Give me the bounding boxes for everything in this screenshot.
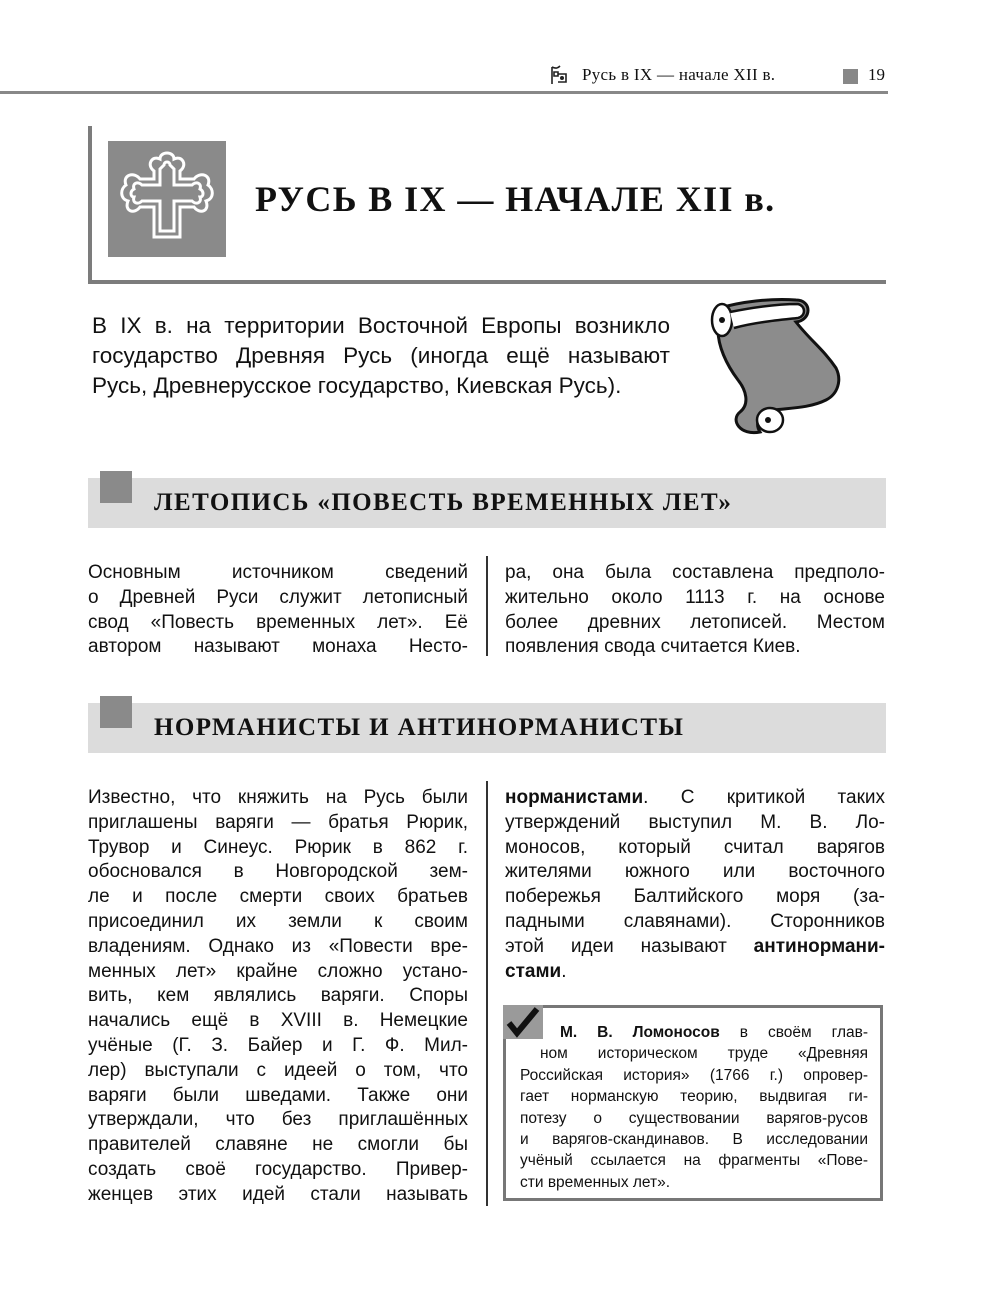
running-header-title: Русь в IX — начале XII в. (582, 65, 776, 84)
text-line: правителей славяне не смогли бы (88, 1134, 468, 1156)
text-line: сти временных лет». (520, 1173, 671, 1191)
text-line: лер) выступали с идеей о том, что (88, 1059, 468, 1081)
text-line: этой идеи называют антинормани- (505, 935, 885, 957)
header-square-marker (843, 69, 858, 84)
text-line: падными славянами). Сторонников (505, 910, 885, 932)
text-line: утверждений выступил М. В. Ло- (505, 811, 885, 833)
text-line: начались ещё в XVIII в. Немецкие (88, 1010, 468, 1032)
text-line: варяги были шведами. Также они (88, 1084, 468, 1106)
text-line: норманистами. С критикой таких (505, 787, 885, 808)
text-line: потезу о существовании варягов-русов (520, 1109, 868, 1127)
chapter-frame-horizontal (88, 280, 886, 284)
text-line: о Древней Руси служит летописный (88, 586, 468, 608)
book-ornament-icon (548, 64, 570, 86)
text-line: Известно, что княжить на Русь были (88, 787, 468, 808)
note-author: М. В. Ломоносов (560, 1024, 720, 1041)
orthodox-cross-icon (108, 141, 226, 257)
text-line: появления свода считается Киев. (505, 636, 801, 658)
scroll-icon (700, 290, 850, 442)
column-separator (486, 781, 488, 1206)
section-header-normanists (88, 703, 886, 753)
section1-left-column (88, 561, 468, 660)
text-line: обосновался в Новгородской зем- (88, 861, 468, 883)
text-line: вить, кем являлись варяги. Споры (88, 985, 468, 1007)
header-rule (0, 91, 888, 94)
chapter-frame-vertical (88, 126, 92, 282)
text-line: автором называют монаха Несто- (88, 636, 468, 658)
text-line: присоединил их земли к своим (88, 910, 468, 932)
column-separator (486, 556, 488, 656)
text-line: Российская история» (1766 г.) опровер- (520, 1066, 868, 1084)
section-square-marker (100, 471, 132, 503)
text-line: более древних летописей. Местом (505, 611, 885, 633)
text-line: ном историческом труде «Древняя (540, 1045, 868, 1063)
text-line: Трувор и Синеус. Рюрик в 862 г. (88, 836, 468, 858)
text-line: и варягов-скандинавов. В исследовании (520, 1130, 868, 1148)
text-line: ле и после смерти своих братьев (88, 886, 468, 908)
text-line: жителями южного или восточного (505, 861, 885, 883)
text-line: женцев этих идей стали называть (88, 1183, 468, 1205)
section-title: ЛЕТОПИСЬ «ПОВЕСТЬ ВРЕМЕННЫХ ЛЕТ» (154, 489, 733, 516)
text-line: создать своё государство. Привер- (88, 1158, 468, 1180)
term-antinormanists-end: стами (505, 960, 562, 982)
text-line: стами. (505, 960, 567, 982)
text-line: М. В. Ломоносов в своём глав- (560, 1024, 869, 1041)
text-line: моносов, который считал варягов (505, 836, 885, 858)
text-line: учёные (Г. З. Байер и Г. Ф. Мил- (88, 1034, 468, 1056)
text-line: побережья Балтийского моря (за- (505, 886, 885, 908)
text-line: Основным источником сведений (88, 562, 468, 583)
intro-paragraph: В IX в. на территории Восточной Европы возникло государство Древняя Русь (иногда ещё называют Русь, Древнерусское государство, Киевская Русь). (92, 313, 670, 398)
text-line: владениям. Однако из «Повести вре- (88, 935, 468, 957)
text-line: утверждали, что без приглашённых (88, 1109, 468, 1131)
text-line: менных лет» крайне сложно устано- (88, 960, 468, 982)
text-line: приглашены варяги — братья Рюрик, (88, 811, 468, 833)
note-text (520, 1022, 868, 1193)
text-line: свод «Повесть временных лет». Её (88, 611, 468, 633)
section2-left-column (88, 786, 468, 1208)
page-number: 19 (868, 65, 885, 84)
running-header (548, 62, 888, 92)
text-line: гает норманскую теорию, выдвигая ги- (520, 1088, 868, 1106)
chapter-title: РУСЬ В IX — НАЧАЛЕ XII в. (255, 179, 776, 219)
text-line: ра, она была составлена предполо- (505, 562, 885, 583)
section2-right-column (505, 786, 885, 984)
chapter-emblem (108, 141, 226, 257)
term-normanists: норманистами (505, 787, 644, 808)
section1-right-column (505, 561, 885, 660)
section-header-chronicle (88, 478, 886, 528)
section-title: НОРМАНИСТЫ И АНТИНОРМАНИСТЫ (154, 714, 685, 741)
term-antinormanists: антинормани- (753, 935, 885, 957)
text-line: жительно около 1113 г. на основе (505, 586, 885, 608)
text-line: учёный ссылается на фрагменты «Пове- (520, 1152, 868, 1170)
section-square-marker (100, 696, 132, 728)
